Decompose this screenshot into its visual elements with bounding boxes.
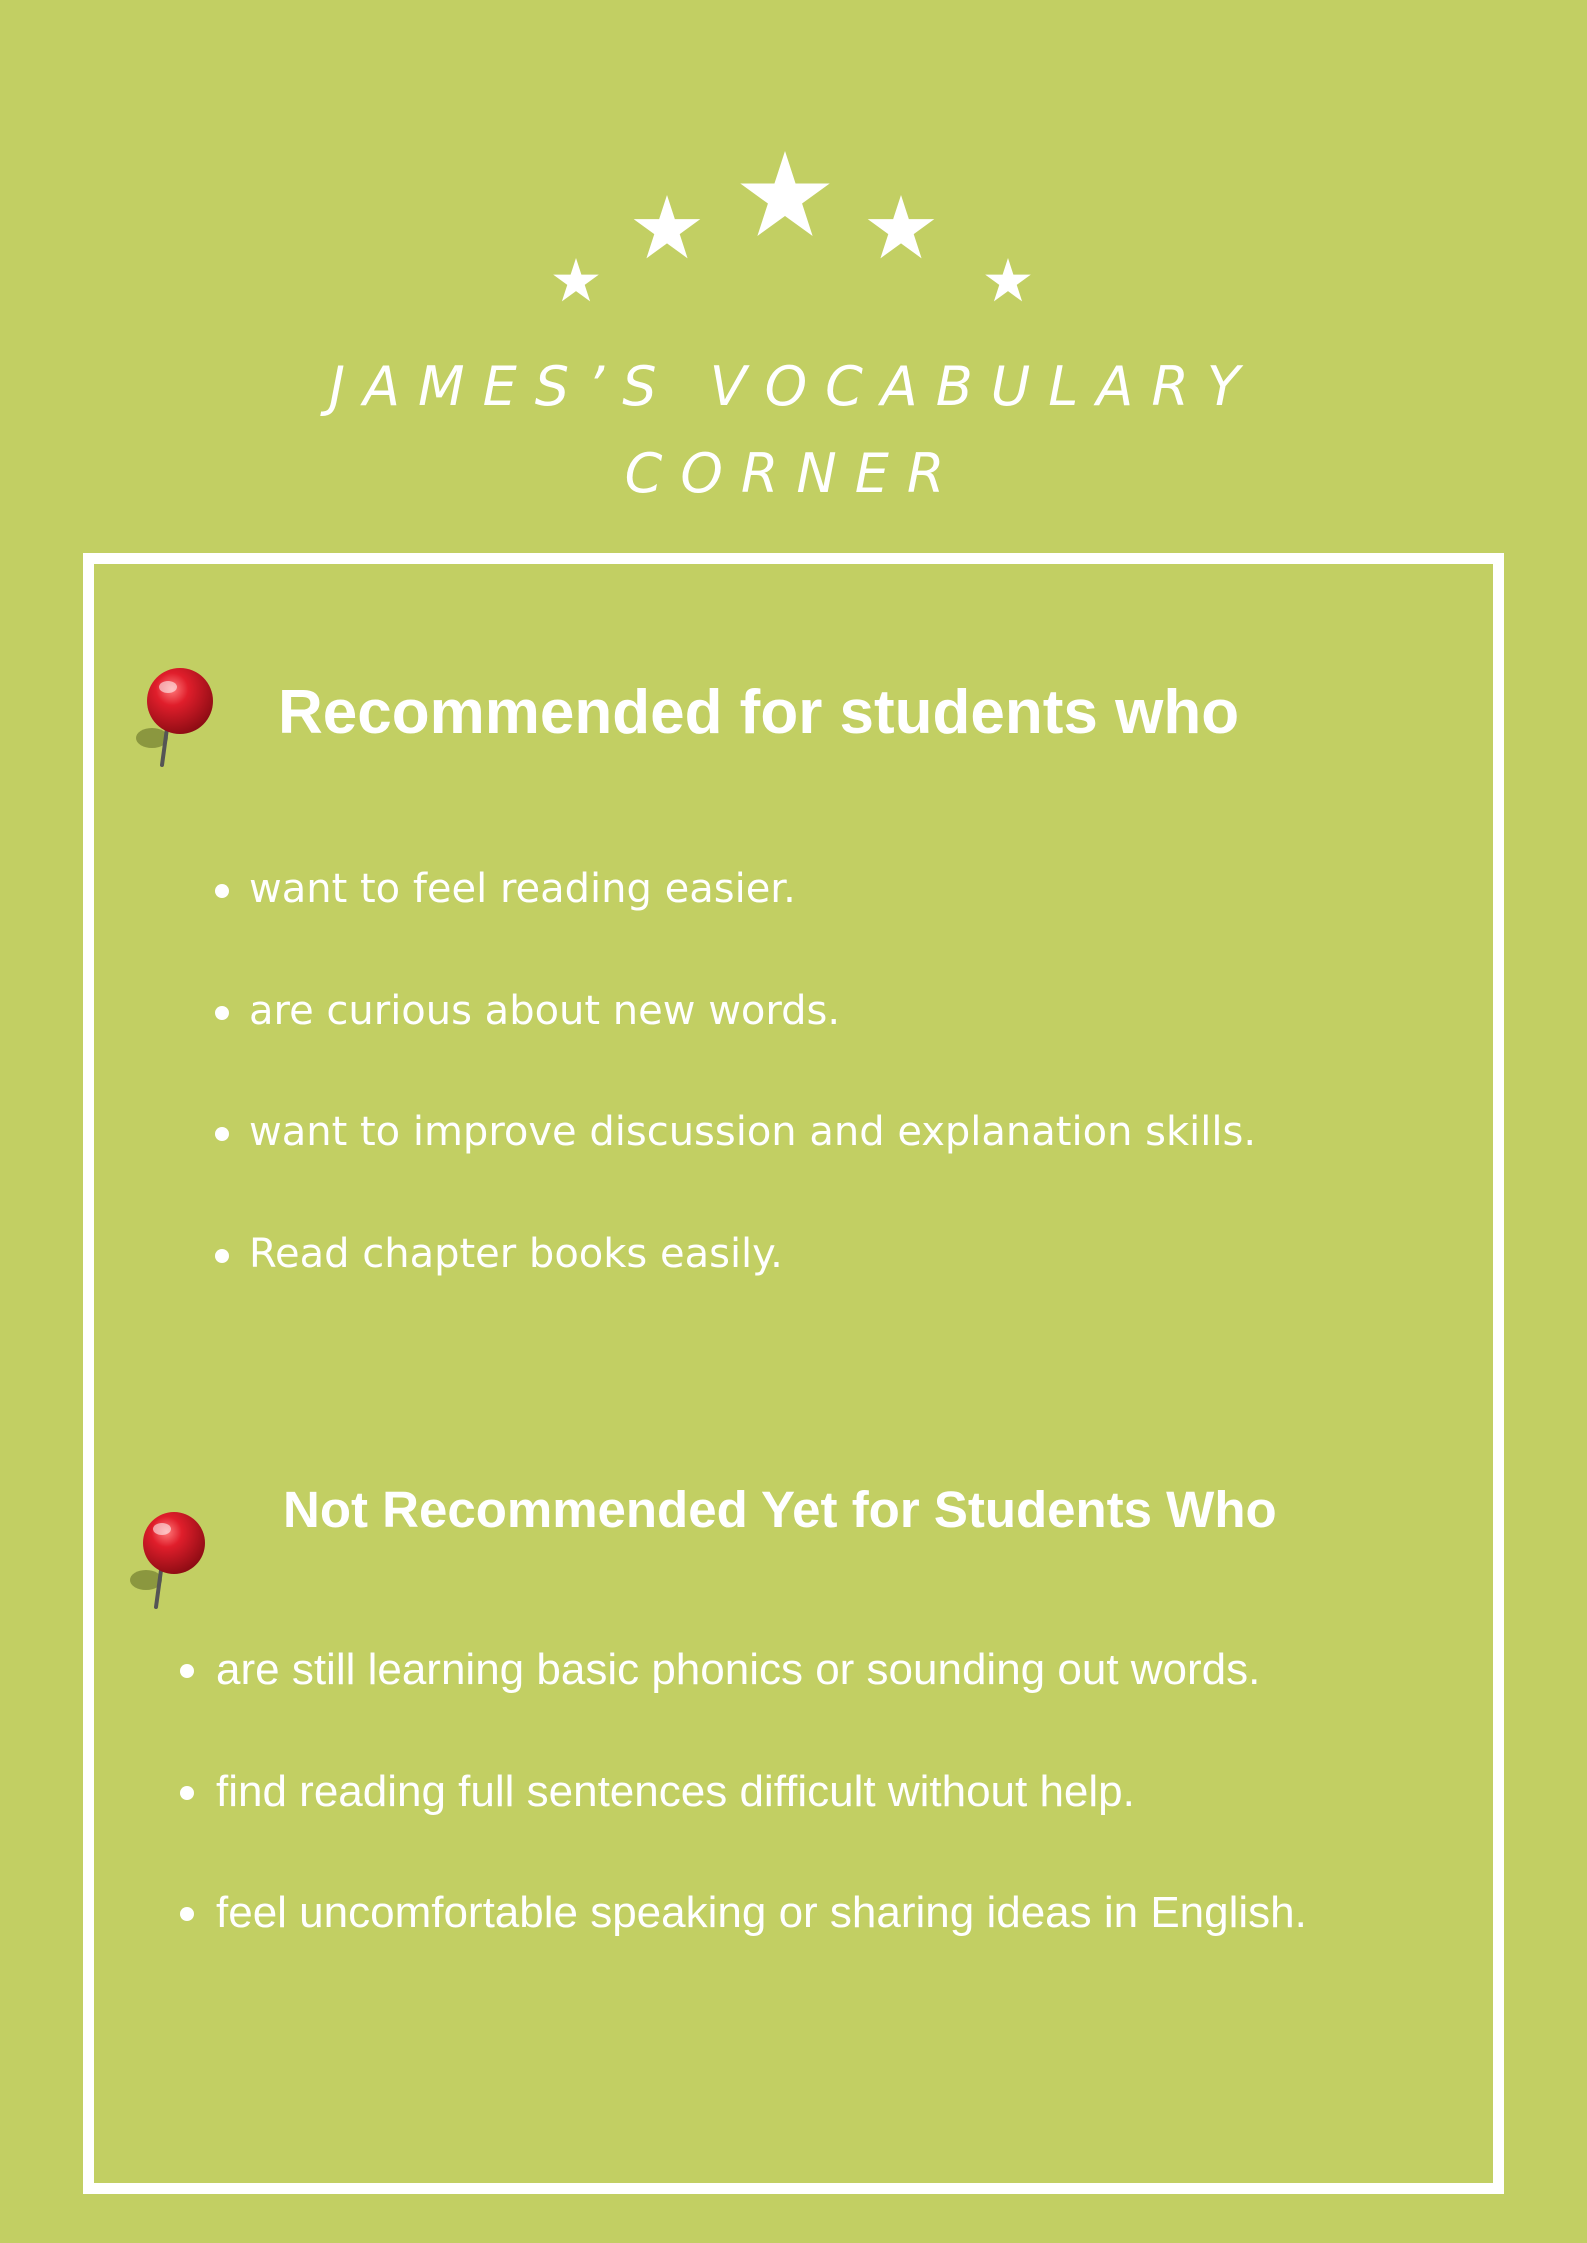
stars-decoration	[0, 0, 1587, 320]
pushpin-icon	[118, 663, 228, 773]
bullet-icon	[180, 1907, 194, 1921]
bullet-icon	[180, 1664, 194, 1678]
star-icon	[985, 258, 1031, 301]
bullet-icon	[215, 1006, 229, 1020]
star-icon	[868, 195, 935, 258]
recommended-heading: Recommended for students who	[278, 678, 1240, 747]
page-title-line1: JAMES’S VOCABULARY	[329, 355, 1258, 418]
bullet-icon	[215, 1249, 229, 1263]
page-title-line2: CORNER	[624, 442, 963, 505]
star-icon	[553, 258, 599, 301]
bullet-icon	[215, 1127, 229, 1141]
pushpin-icon	[112, 1505, 222, 1615]
star-icon	[740, 151, 829, 236]
bullet-icon	[215, 884, 229, 898]
content-frame	[83, 553, 1504, 2194]
not-recommended-heading: Not Recommended Yet for Students Who	[283, 1481, 1277, 1538]
bullet-icon	[180, 1786, 194, 1800]
star-icon	[634, 195, 701, 258]
